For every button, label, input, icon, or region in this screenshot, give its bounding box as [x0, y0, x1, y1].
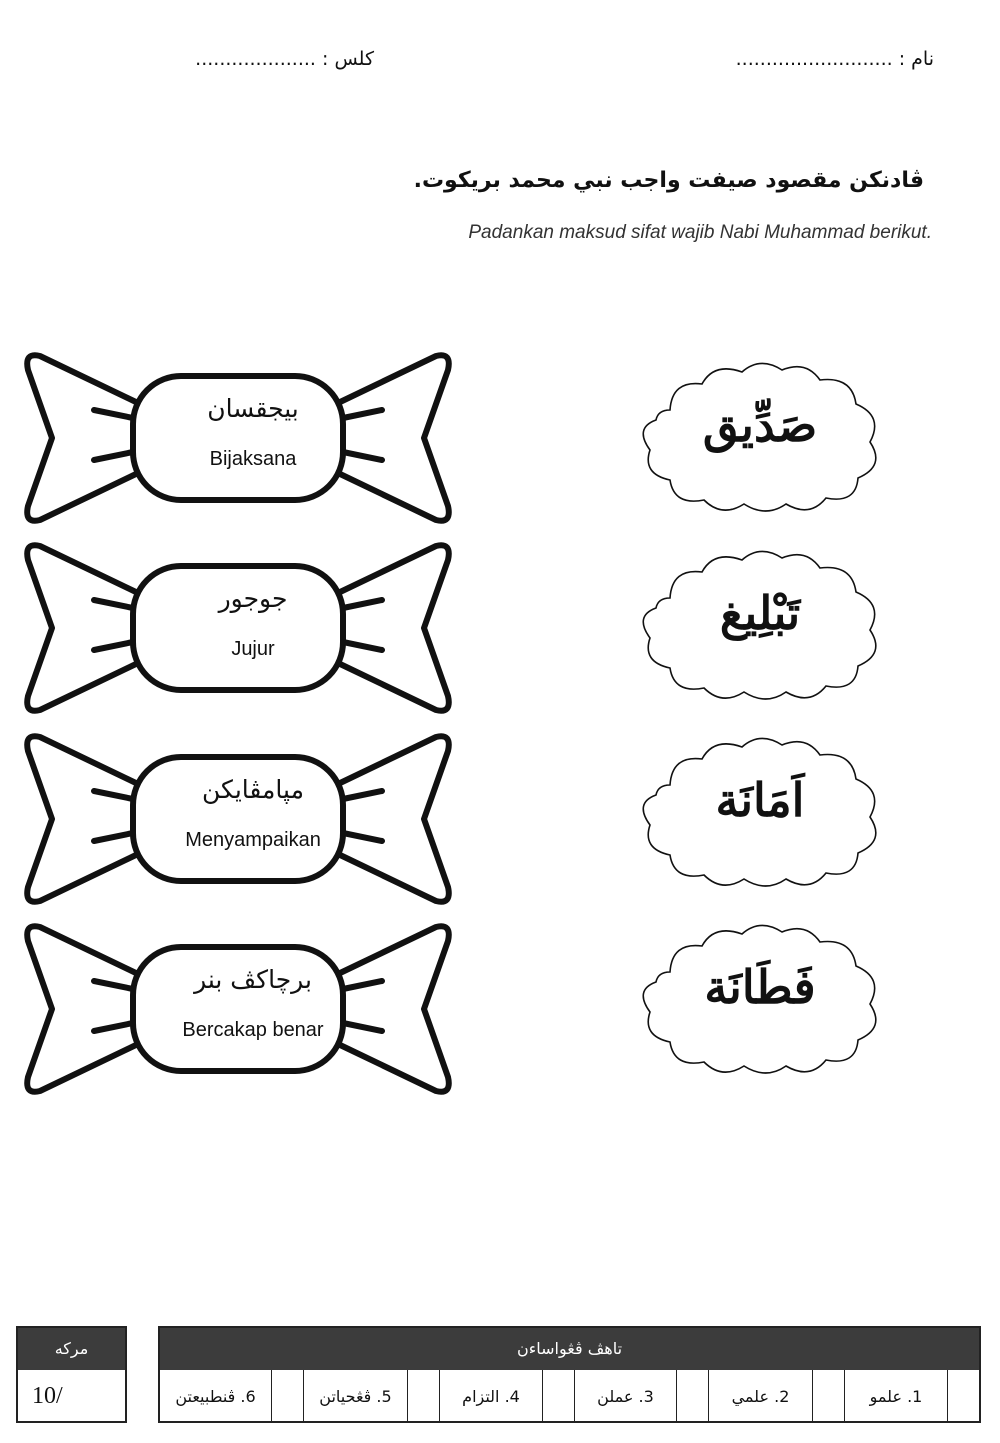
cloud-word: فَطَانَة: [704, 960, 816, 1014]
cloud-word: تَبْلِيغ: [719, 586, 801, 640]
marks-value[interactable]: 10/: [32, 1383, 63, 1409]
value-item: 4. التزام: [439, 1370, 542, 1423]
candy-card[interactable]: [18, 538, 458, 718]
class-label: كلس :: [322, 48, 374, 70]
instruction-rumi: Padankan maksud sifat wajib Nabi Muhammad berikut.: [468, 222, 932, 243]
cloud-card[interactable]: [630, 733, 890, 893]
cloud-card[interactable]: [630, 546, 890, 706]
value-checkbox[interactable]: [947, 1370, 979, 1423]
candy-rumi-text: Bijaksana: [209, 448, 297, 470]
class-field[interactable]: ....................: [195, 48, 316, 70]
value-checkbox[interactable]: [271, 1370, 303, 1423]
candy-rumi-text: Bercakap benar: [182, 1019, 324, 1041]
class-line: [195, 48, 374, 70]
candy-card[interactable]: [18, 348, 458, 528]
values-row: [160, 1370, 979, 1423]
candy-jawi-text: جوجور: [218, 584, 288, 613]
cloud-word: صَدِّيق: [702, 398, 818, 452]
value-checkbox[interactable]: [542, 1370, 574, 1423]
candy-rumi-text: Menyampaikan: [185, 829, 321, 851]
candy-jawi-text: مڽامڤايكن: [201, 775, 304, 804]
instruction-jawi: ڤادنكن مقصود صيفت واجب نبي محمد بريكوت.: [413, 168, 924, 193]
name-field[interactable]: ..........................: [735, 48, 893, 70]
candy-card[interactable]: [18, 919, 458, 1099]
cloud-word: اَمَانَة: [715, 773, 805, 827]
cloud-card[interactable]: [630, 920, 890, 1080]
value-checkbox[interactable]: [812, 1370, 844, 1423]
candy-rumi-text: Jujur: [231, 638, 275, 660]
value-checkbox[interactable]: [676, 1370, 708, 1423]
value-item: 2. علمي: [708, 1370, 812, 1423]
name-label: نام :: [898, 48, 934, 70]
candy-jawi-text: برچاكڤ بنر: [194, 965, 312, 994]
cloud-card[interactable]: [630, 358, 890, 518]
value-item: 5. ڤڠحياتن: [303, 1370, 407, 1423]
value-item: 1. علمو: [844, 1370, 947, 1423]
value-item: 6. ڤنطبيعتن: [175, 1387, 256, 1406]
marks-label: مركه: [18, 1328, 125, 1370]
candy-card[interactable]: [18, 729, 458, 909]
marks-box: [16, 1326, 127, 1423]
values-table: [158, 1326, 981, 1423]
value-checkbox[interactable]: [407, 1370, 439, 1423]
values-table-title: تاهڤ ڤڠواساءن: [160, 1328, 979, 1370]
value-item: 3. عملن: [574, 1370, 676, 1423]
candy-jawi-text: بيجقسان: [207, 394, 299, 423]
name-line: [736, 48, 934, 70]
